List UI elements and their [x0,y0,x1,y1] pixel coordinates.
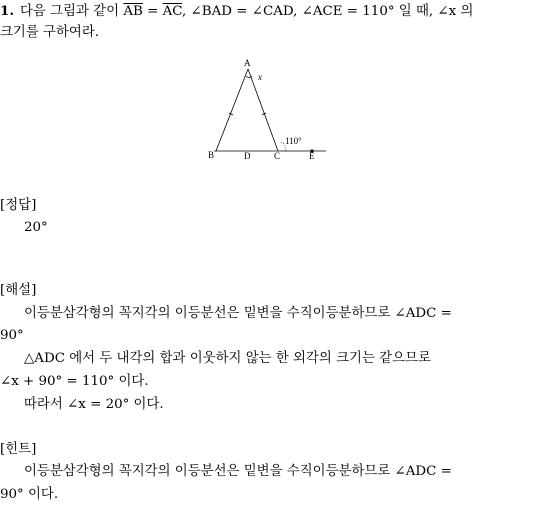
problem-line-2: 크기를 구하여라. [0,25,100,40]
hint-line-2: 90° 이다. [0,487,59,502]
label-d: D [244,151,251,161]
segment-ab: $\overline{AB}$ [123,4,143,19]
explanation-line-4: ∠x + 90° = 110° 이다. [0,374,149,389]
problem-number: 1. [0,3,14,19]
side-ac [248,69,278,151]
equals-sign: = [142,4,163,19]
answer-value: 20° [24,220,48,235]
label-x: x [258,72,262,82]
hint-line-1: 이등분삼각형의 꼭지각의 이등분선은 밑변을 수직이등분하므로 ∠ADC = [24,464,452,479]
label-b: B [208,150,215,160]
triangle-figure [0,0,534,180]
explanation-heading: [해설] [0,283,37,298]
side-ab [216,69,248,151]
label-c: C [274,151,281,161]
problem-text-a: 다음 그림과 같이 [19,4,124,19]
label-a: A [244,58,251,68]
answer-heading: [정답] [0,198,37,213]
explanation-line-5: 따라서 ∠x = 20° 이다. [24,397,164,412]
explanation-line-2: 90° [0,328,24,343]
label-e: E [309,151,315,161]
explanation-line-3: △ADC 에서 두 내각의 합과 이웃하지 않는 한 외각의 크기는 같으므로 [24,351,431,366]
label-angle-110: 110° [285,136,302,146]
explanation-line-1: 이등분삼각형의 꼭지각의 이등분선은 밑변을 수직이등분하므로 ∠ADC = [24,306,452,321]
problem-text-b: , ∠BAD = ∠CAD, ∠ACE = 110° 일 때, ∠x 의 [182,4,474,19]
segment-ac: $\overline{AC}$ [162,4,183,19]
hint-heading: [힌트] [0,442,37,457]
